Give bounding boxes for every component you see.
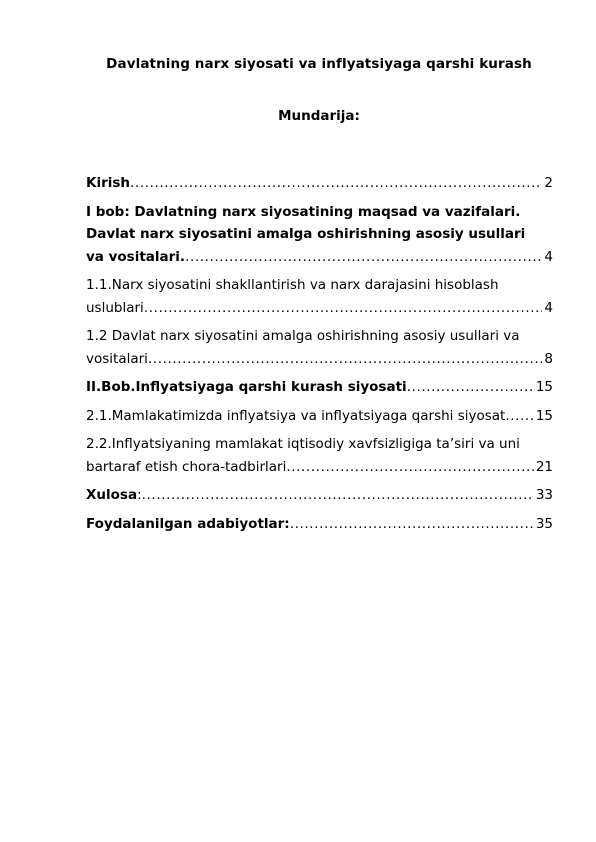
toc-page-number: 4 — [544, 299, 553, 316]
toc-entry-label: va vositalari. — [86, 248, 186, 265]
toc-entry-label: 2.1.Mamlakatimizda inflyatsiya va inflyatsiyaga qarshi siyosat — [86, 407, 506, 424]
toc-entry-line: Davlat narx siyosatini amalga oshirishning asosiy usullari — [86, 226, 526, 242]
toc-entry-label: uslublari — [86, 299, 144, 316]
toc-page-number: 15 — [535, 379, 553, 395]
toc-entry-label: bartaraf etish chora-tadbirlari — [86, 458, 287, 475]
toc-entry-chapter-1[interactable] — [86, 201, 553, 269]
toc-leader-dots — [505, 405, 533, 428]
toc-entry-section-2-1[interactable] — [86, 405, 553, 428]
toc-entry-section-1-2[interactable] — [86, 325, 553, 370]
toc-entry-label: Xulosa — [86, 487, 138, 503]
toc-entry-chapter-2[interactable] — [86, 376, 553, 399]
toc-page-number: 4 — [544, 248, 553, 265]
toc-entry-label: Foydalanilgan adabiyotlar: — [86, 515, 290, 532]
toc-leader-dots — [148, 348, 542, 371]
toc-entry-references[interactable] — [86, 513, 553, 536]
toc-page-number: 8 — [544, 350, 553, 367]
toc-leader-dots — [407, 376, 534, 399]
toc-page-number: 33 — [535, 487, 553, 503]
toc-entry-suffix: : — [137, 487, 142, 503]
toc-leader-dots — [286, 456, 533, 479]
toc-entry-line: 1.2 Davlat narx siyosatini amalga oshirishning asosiy usullari va — [86, 328, 520, 344]
toc-leader-dots — [185, 246, 542, 269]
toc-entry-label: vositalari — [86, 350, 148, 367]
toc-page-number: 2 — [544, 175, 553, 191]
toc-entry-label: Kirish — [86, 175, 131, 191]
toc-leader-dots — [290, 513, 534, 536]
toc-leader-dots — [142, 484, 534, 507]
toc-entry-kirish[interactable] — [86, 172, 553, 195]
toc-page-number: 21 — [535, 458, 553, 475]
toc-entry-section-2-2[interactable] — [86, 433, 553, 478]
toc-entry-line: 2.2.Inflyatsiyaning mamlakat iqtisodiy xavfsizligiga ta’siri va uni — [86, 436, 520, 452]
toc-entry-label: II.Bob.Inflyatsiyaga qarshi kurash siyosati — [86, 379, 407, 395]
contents-heading: Mundarija: — [278, 108, 360, 124]
document-title: Davlatning narx siyosati va inflyatsiyaga qarshi kurash — [106, 56, 532, 72]
toc-page-number: 15 — [535, 407, 553, 424]
toc-leader-dots — [144, 297, 543, 320]
toc-entry-line: I bob: Davlatning narx siyosatining maqsad va vazifalari. — [86, 203, 521, 220]
toc-entry-xulosa[interactable] — [86, 484, 553, 507]
table-of-contents — [86, 172, 553, 535]
toc-entry-section-1-1[interactable] — [86, 274, 553, 319]
toc-entry-line: 1.1.Narx siyosatini shakllantirish va narx darajasini hisoblash — [86, 277, 499, 293]
toc-leader-dots — [130, 172, 542, 195]
toc-page-number: 35 — [535, 515, 553, 532]
